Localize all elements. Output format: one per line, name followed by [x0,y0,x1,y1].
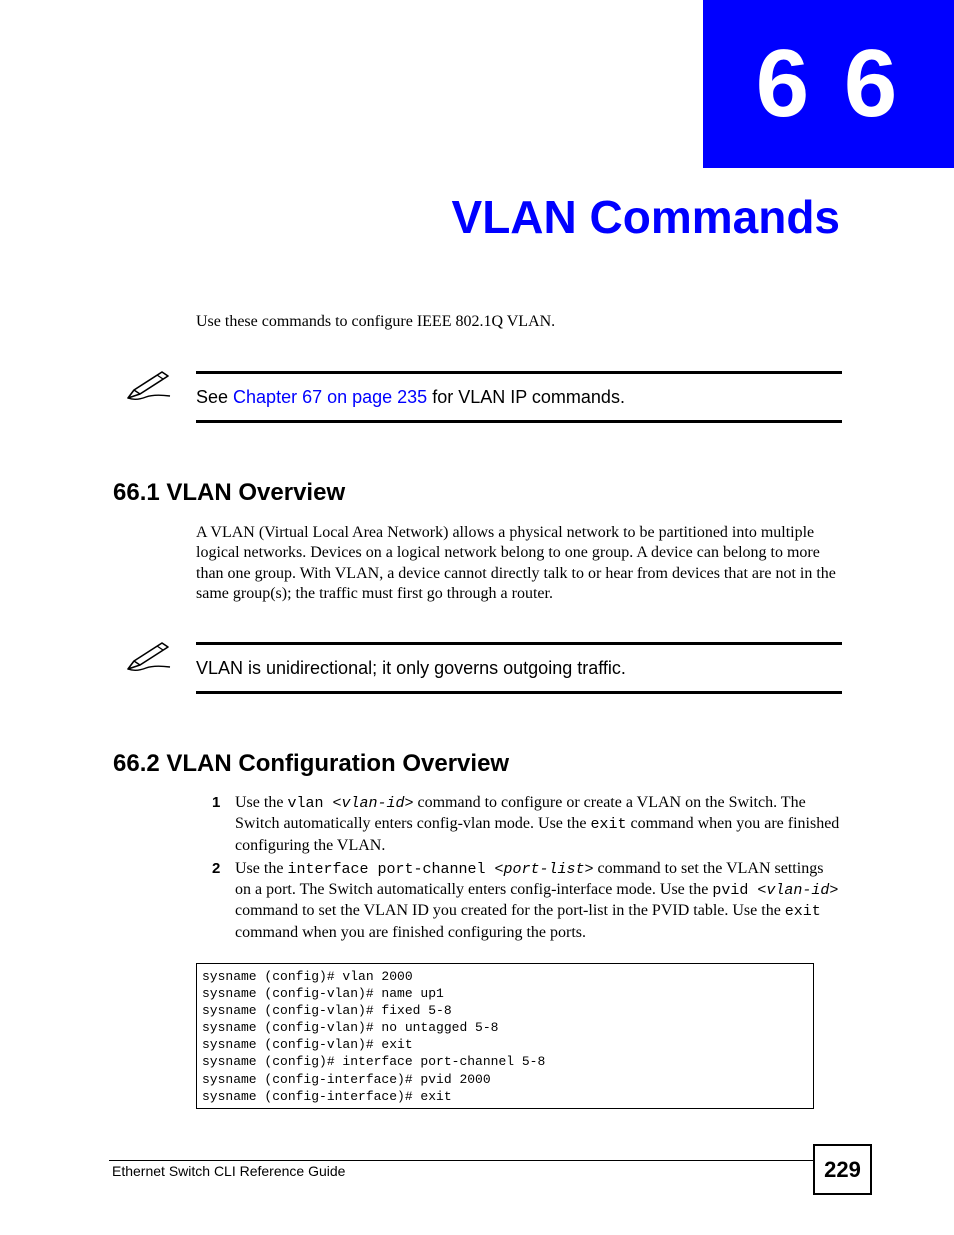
step-number: 1 [212,794,221,811]
page-number-box [813,1144,872,1195]
step-text: command to configure or create a VLAN on the Switch. The Switch automatically enters config-vlan mode. Use the [235,794,806,833]
pencil-note-icon [124,368,174,402]
code-line: sysname (config-vlan)# exit [202,1037,413,1053]
inline-code: vlan < [287,795,342,812]
inline-code-param: port-list [503,860,585,878]
step-text: command when you are finished configuring the VLAN. [235,815,840,854]
inline-code: > [584,860,594,878]
intro-paragraph: Use these commands to configure IEEE 802.1Q VLAN. [196,313,556,330]
code-line: sysname (config)# interface port-channel 5-8 [202,1054,546,1070]
inline-code: > [829,882,839,900]
code-line: sysname (config-vlan)# fixed 5-8 [202,1003,452,1019]
inline-code-param: vlan-id [341,795,405,812]
list-item [196,859,840,943]
list-item [196,793,840,856]
section-heading-vlan-configuration: 66.2 VLAN Configuration Overview [113,750,510,777]
inline-code: interface port-channel < [287,860,504,878]
section-heading-vlan-overview: 66.1 VLAN Overview [113,479,346,506]
note-text [196,387,625,408]
inline-code: > [404,795,414,812]
step-text: command to set the VLAN settings on a port. The Switch automatically enters config-interface mode. Use the [235,859,824,899]
chapter-67-link[interactable]: Chapter 67 on page 235 [233,386,428,407]
chapter-title: VLAN Commands [451,191,840,243]
note-box-unidirectional [196,642,842,694]
page-number: 229 [824,1156,861,1182]
step-number: 2 [212,859,221,877]
code-example-box [196,963,814,1109]
note-prefix: See [196,386,234,407]
step-text: Use the [235,859,288,877]
inline-code: pvid < [712,882,767,900]
note-suffix: for VLAN IP commands. [427,386,625,407]
inline-code: exit [590,816,627,834]
vlan-overview-paragraph: A VLAN (Virtual Local Area Network) allows a physical network to be partitioned into multiple logical networks. Devices on a logical network belong to one group. A device can belong to more than one group. With VLAN, a device cannot directly talk to or hear from devices that are not in the same group(s); the traffic must first go through a router. [196,524,836,602]
inline-code-param: vlan-id [766,882,830,900]
code-line: sysname (config)# vlan 2000 [202,969,413,984]
footer-guide-title: Ethernet Switch CLI Reference Guide [112,1163,346,1179]
code-line: sysname (config-vlan)# name up1 [202,986,444,1002]
step-text: Use the [235,794,288,811]
note-text: VLAN is unidirectional; it only governs outgoing traffic. [196,657,626,678]
chapter-number: 6 6 [755,30,902,137]
pencil-note-icon [124,639,174,673]
chapter-number-box [703,0,954,168]
code-line: sysname (config-interface)# pvid 2000 [202,1071,491,1087]
step-text: command when you are finished configuring the ports. [235,923,587,941]
note-box-ip-commands [196,371,842,423]
code-line: sysname (config-interface)# exit [202,1088,452,1104]
inline-code: exit [784,903,821,921]
configuration-steps [196,793,840,946]
code-line: sysname (config-vlan)# no untagged 5-8 [202,1020,499,1036]
step-text: command to set the VLAN ID you created for the port-list in the PVID table. Use the [235,902,785,920]
